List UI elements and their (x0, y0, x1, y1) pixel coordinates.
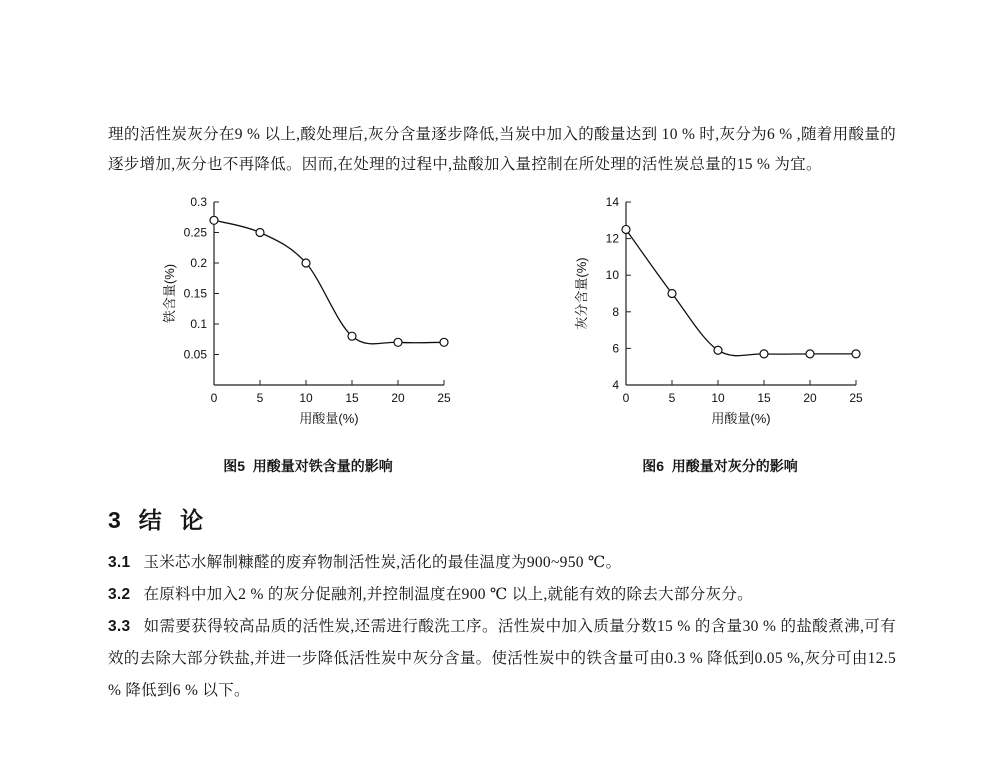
svg-text:25: 25 (437, 391, 451, 405)
conclusions-block (108, 547, 896, 707)
ash-content-line-chart (570, 192, 870, 440)
svg-text:0: 0 (210, 391, 218, 405)
svg-text:10: 10 (711, 391, 725, 405)
svg-text:20: 20 (803, 391, 817, 405)
figure-5 (158, 192, 458, 476)
section-title: 结 论 (138, 507, 210, 533)
svg-text:15: 15 (345, 391, 359, 405)
svg-text:10: 10 (605, 268, 619, 283)
svg-text:25: 25 (849, 391, 863, 405)
svg-text:0.15: 0.15 (183, 286, 207, 301)
figure-5-caption: 图5 用酸量对铁含量的影响 (223, 458, 393, 474)
svg-text:0.25: 0.25 (183, 225, 207, 240)
conclusion-1-number: 3.1 (108, 554, 131, 571)
svg-text:8: 8 (612, 304, 619, 319)
intro-paragraph: 理的活性炭灰分在9 % 以上,酸处理后,灰分含量逐步降低,当炭中加入的酸量达到 10 % 时,灰分为6 % ,随着用酸量的逐步增加,灰分也不再降低。因而,在处理的过程中,盐酸加入量控制在所处理的活性炭总量的15 % 为宜。 (108, 126, 896, 173)
svg-text:0.2: 0.2 (190, 256, 207, 270)
svg-text:5: 5 (256, 391, 264, 405)
svg-text:用酸量(%): 用酸量(%) (711, 411, 771, 426)
conclusion-item-3 (108, 611, 896, 707)
conclusion-3-number: 3.3 (108, 618, 131, 635)
svg-text:15: 15 (757, 391, 771, 405)
svg-text:0.05: 0.05 (183, 347, 207, 362)
svg-text:0.1: 0.1 (190, 317, 207, 331)
conclusion-2-text: 在原料中加入2 % 的灰分促融剂,并控制温度在900 ℃ 以上,就能有效的除去大部分灰分。 (143, 586, 753, 603)
figures-row (108, 180, 896, 476)
conclusion-1-text: 玉米芯水解制糠醛的废弃物制活性炭,活化的最佳温度为900~950 ℃。 (143, 554, 622, 571)
section-heading-conclusion (108, 502, 896, 535)
svg-text:0: 0 (622, 391, 630, 405)
svg-text:灰分含量(%): 灰分含量(%) (574, 257, 589, 330)
figure-6-caption: 图6 用酸量对灰分的影响 (642, 458, 798, 474)
conclusion-item-2 (108, 579, 896, 611)
svg-text:4: 4 (612, 378, 619, 392)
svg-text:12: 12 (605, 231, 619, 246)
svg-text:0.3: 0.3 (190, 195, 207, 209)
iron-content-line-chart (158, 192, 458, 440)
svg-text:10: 10 (299, 391, 313, 405)
conclusion-3-text: 如需要获得较高品质的活性炭,还需进行酸洗工序。活性炭中加入质量分数15 % 的含量30 % 的盐酸煮沸,可有效的去除大部分铁盐,并进一步降低活性炭中灰分含量。使活性炭中的铁含量可由0.3 % 降低到0.05 %,灰分可由12.5 % 降低到6 % 以下。 (108, 618, 896, 699)
section-number: 3 (108, 507, 121, 533)
conclusion-item-1 (108, 547, 896, 579)
svg-text:20: 20 (391, 391, 405, 405)
svg-text:6: 6 (612, 341, 619, 356)
svg-text:铁含量(%): 铁含量(%) (162, 263, 177, 324)
figure-6 (570, 192, 870, 476)
svg-text:14: 14 (605, 195, 619, 209)
svg-text:5: 5 (668, 391, 676, 405)
svg-text:用酸量(%): 用酸量(%) (299, 411, 359, 426)
conclusion-2-number: 3.2 (108, 586, 131, 603)
